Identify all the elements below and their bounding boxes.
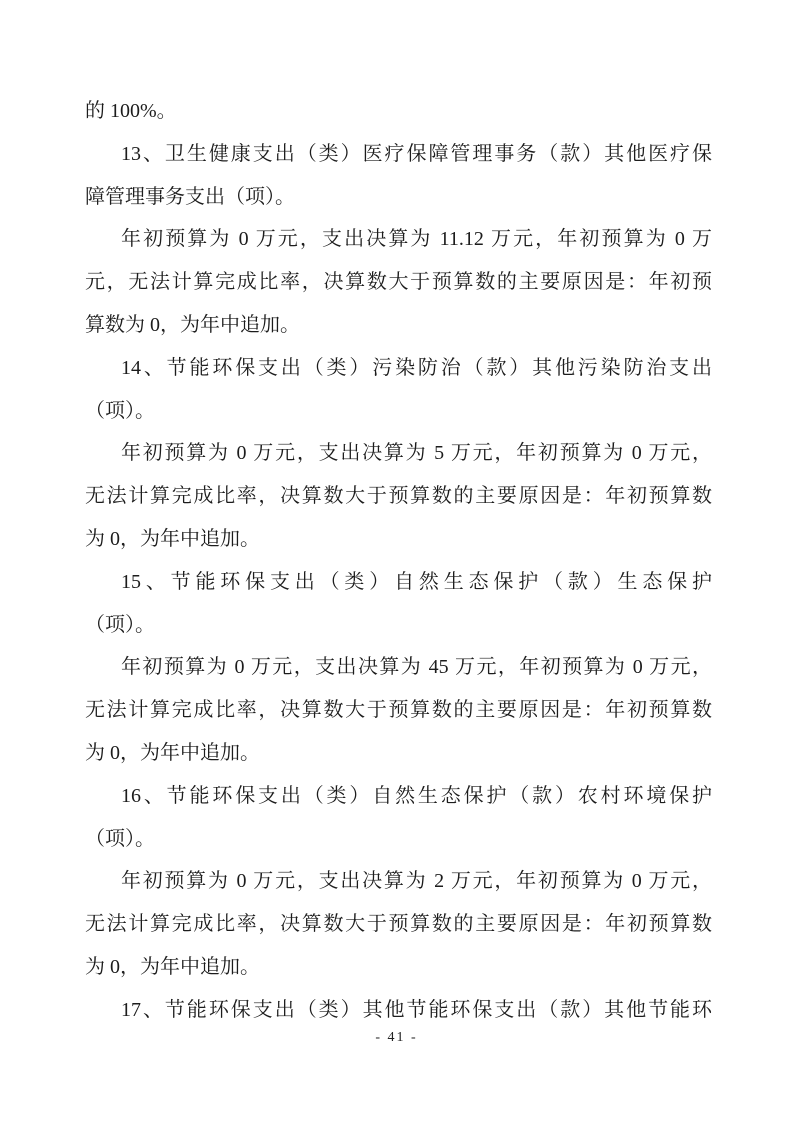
text-line: （项）。 (85, 827, 155, 850)
page-number: - 41 - (375, 1030, 418, 1045)
text-line: 年初预算为 0 万元，支出决算为 2 万元，年初预算为 0 万元， (121, 870, 712, 893)
text-line: 16、节能环保支出（类）自然生态保护（款）农村环境保护 (121, 784, 712, 807)
document-body (85, 90, 712, 1032)
text-line: 无法计算完成比率，决算数大于预算数的主要原因是：年初预算数 (85, 699, 712, 722)
text-line: 为 0，为年中追加。 (85, 741, 260, 764)
text-line: （项）。 (85, 613, 155, 636)
text-line: 14、节能环保支出（类）污染防治（款）其他污染防治支出 (121, 356, 712, 379)
text-line: 年初预算为 0 万元，支出决算为 45 万元，年初预算为 0 万元， (121, 656, 712, 679)
text-line: 算数为 0，为年中追加。 (85, 313, 300, 336)
text-line: （项）。 (85, 399, 155, 422)
text-line: 17、节能环保支出（类）其他节能环保支出（款）其他节能环 (121, 998, 712, 1021)
text-line: 为 0，为年中追加。 (85, 955, 260, 978)
text-line: 障管理事务支出（项）。 (85, 185, 295, 208)
text-line: 无法计算完成比率，决算数大于预算数的主要原因是：年初预算数 (85, 913, 712, 936)
text-line: 元，无法计算完成比率，决算数大于预算数的主要原因是：年初预 (85, 271, 712, 294)
text-line: 15、节能环保支出（类）自然生态保护（款）生态保护 (121, 570, 712, 593)
text-line: 为 0，为年中追加。 (85, 527, 260, 550)
text-line: 无法计算完成比率，决算数大于预算数的主要原因是：年初预算数 (85, 485, 712, 508)
text-line: 的 100%。 (85, 100, 177, 122)
text-line: 13、卫生健康支出（类）医疗保障管理事务（款）其他医疗保 (121, 142, 712, 165)
text-line: 年初预算为 0 万元，支出决算为 5 万元，年初预算为 0 万元， (121, 442, 712, 465)
text-line: 年初预算为 0 万元，支出决算为 11.12 万元，年初预算为 0 万 (121, 228, 712, 251)
